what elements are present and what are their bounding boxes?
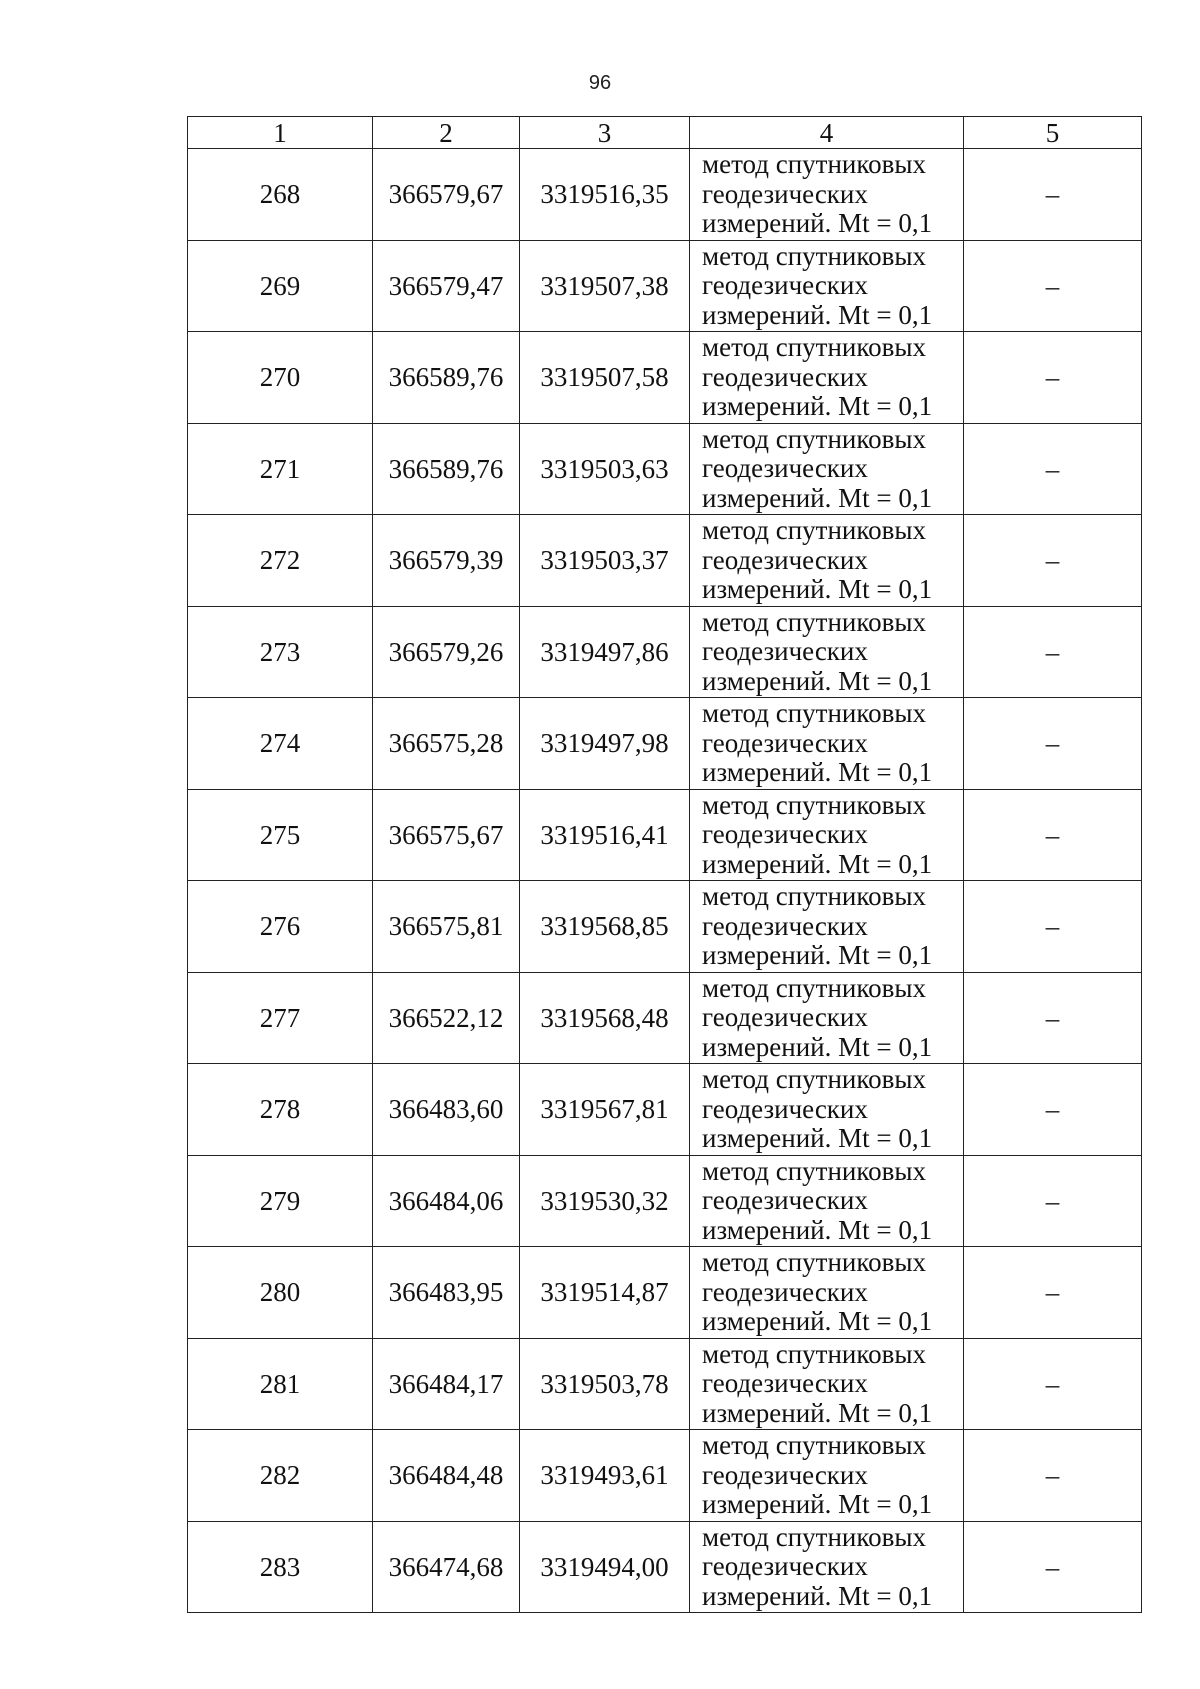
y-coordinate-cell: 3319503,37: [520, 515, 690, 607]
method-line: измерений. Mt = 0,1: [702, 299, 933, 330]
point-number-cell: 276: [188, 881, 373, 973]
method-cell: [690, 972, 964, 1064]
method-line: измерений. Mt = 0,1: [702, 665, 933, 696]
y-coordinate-cell: 3319568,85: [520, 881, 690, 973]
table-row: [188, 1521, 1142, 1613]
x-coordinate-cell: 366575,81: [373, 881, 520, 973]
x-coordinate-cell: 366579,39: [373, 515, 520, 607]
table-row: [188, 1247, 1142, 1339]
table-row: [188, 515, 1142, 607]
point-number-cell: 269: [188, 240, 373, 332]
column-5-cell: –: [964, 332, 1142, 424]
y-coordinate-cell: 3319514,87: [520, 1247, 690, 1339]
method-line: геодезических: [702, 361, 868, 392]
point-number-cell: 278: [188, 1064, 373, 1156]
column-5-cell: –: [964, 515, 1142, 607]
x-coordinate-cell: 366589,76: [373, 423, 520, 515]
x-coordinate-cell: 366483,60: [373, 1064, 520, 1156]
method-line: измерений. Mt = 0,1: [702, 848, 933, 879]
y-coordinate-cell: 3319507,38: [520, 240, 690, 332]
method-line: геодезических: [702, 178, 868, 209]
table-row: [188, 881, 1142, 973]
table-row: [188, 1064, 1142, 1156]
method-line: метод спутниковых: [702, 881, 926, 911]
y-coordinate-cell: 3319497,86: [520, 606, 690, 698]
method-line: измерений. Mt = 0,1: [702, 1489, 933, 1519]
method-cell: [690, 515, 964, 607]
method-line: геодезических: [702, 1368, 868, 1398]
column-5-cell: –: [964, 1430, 1142, 1522]
column-header: 5: [964, 117, 1142, 149]
table-body: [188, 149, 1142, 1613]
x-coordinate-cell: 366579,47: [373, 240, 520, 332]
coordinates-table: [187, 116, 1142, 1613]
y-coordinate-cell: 3319516,41: [520, 789, 690, 881]
method-cell: [690, 1338, 964, 1430]
column-5-cell: –: [964, 972, 1142, 1064]
point-number-cell: 277: [188, 972, 373, 1064]
column-header: 2: [373, 117, 520, 149]
table-row: [188, 789, 1142, 881]
method-cell: [690, 1521, 964, 1613]
method-line: метод спутниковых: [702, 423, 926, 454]
table-row: [188, 606, 1142, 698]
column-5-cell: –: [964, 1064, 1142, 1156]
method-cell: [690, 1430, 964, 1522]
table-row: [188, 423, 1142, 515]
method-line: измерений. Mt = 0,1: [702, 1031, 933, 1062]
method-line: геодезических: [702, 1276, 868, 1307]
method-line: метод спутниковых: [702, 1521, 926, 1552]
point-number-cell: 282: [188, 1430, 373, 1522]
point-number-cell: 280: [188, 1247, 373, 1339]
method-line: измерений. Mt = 0,1: [702, 574, 933, 604]
column-5-cell: –: [964, 1247, 1142, 1339]
method-line: метод спутниковых: [702, 515, 926, 545]
y-coordinate-cell: 3319516,35: [520, 149, 690, 241]
method-line: метод спутниковых: [702, 1338, 926, 1369]
method-line: геодезических: [702, 727, 868, 758]
header-row: [188, 117, 1142, 149]
method-cell: [690, 332, 964, 424]
method-line: метод спутниковых: [702, 1064, 926, 1094]
column-5-cell: –: [964, 1338, 1142, 1430]
table-header: [188, 117, 1142, 149]
y-coordinate-cell: 3319503,63: [520, 423, 690, 515]
column-5-cell: –: [964, 606, 1142, 698]
table-row: [188, 240, 1142, 332]
method-cell: [690, 240, 964, 332]
column-5-cell: –: [964, 1155, 1142, 1247]
page-number: 96: [588, 72, 612, 94]
method-line: геодезических: [702, 1459, 868, 1490]
table-row: [188, 1430, 1142, 1522]
method-line: измерений. Mt = 0,1: [702, 1397, 933, 1428]
column-5-cell: –: [964, 789, 1142, 881]
method-cell: [690, 881, 964, 973]
method-line: метод спутниковых: [702, 332, 926, 362]
method-line: метод спутниковых: [702, 606, 926, 637]
method-line: метод спутниковых: [702, 972, 926, 1003]
y-coordinate-cell: 3319497,98: [520, 698, 690, 790]
method-line: метод спутниковых: [702, 789, 926, 820]
table-row: [188, 698, 1142, 790]
y-coordinate-cell: 3319494,00: [520, 1521, 690, 1613]
point-number-cell: 281: [188, 1338, 373, 1430]
point-number-cell: 271: [188, 423, 373, 515]
y-coordinate-cell: 3319507,58: [520, 332, 690, 424]
method-cell: [690, 423, 964, 515]
method-line: геодезических: [702, 1551, 868, 1581]
y-coordinate-cell: 3319568,48: [520, 972, 690, 1064]
table-row: [188, 1338, 1142, 1430]
y-coordinate-cell: 3319503,78: [520, 1338, 690, 1430]
method-line: измерений. Mt = 0,1: [702, 482, 933, 513]
point-number-cell: 272: [188, 515, 373, 607]
method-line: измерений. Mt = 0,1: [702, 1580, 933, 1611]
method-line: метод спутниковых: [702, 1155, 926, 1186]
column-header: 3: [520, 117, 690, 149]
column-header: 1: [188, 117, 373, 149]
method-line: измерений. Mt = 0,1: [702, 1214, 933, 1245]
method-cell: [690, 149, 964, 241]
method-line: геодезических: [702, 1093, 868, 1124]
x-coordinate-cell: 366575,67: [373, 789, 520, 881]
method-cell: [690, 1155, 964, 1247]
method-line: геодезических: [702, 1185, 868, 1215]
table-row: [188, 332, 1142, 424]
x-coordinate-cell: 366575,28: [373, 698, 520, 790]
method-cell: [690, 606, 964, 698]
method-cell: [690, 789, 964, 881]
method-line: метод спутниковых: [702, 1247, 926, 1277]
column-5-cell: –: [964, 698, 1142, 790]
point-number-cell: 273: [188, 606, 373, 698]
method-line: метод спутниковых: [702, 240, 926, 271]
point-number-cell: 275: [188, 789, 373, 881]
column-5-cell: –: [964, 881, 1142, 973]
point-number-cell: 279: [188, 1155, 373, 1247]
method-line: метод спутниковых: [702, 149, 926, 179]
column-header: 4: [690, 117, 964, 149]
column-5-cell: –: [964, 240, 1142, 332]
table-row: [188, 972, 1142, 1064]
x-coordinate-cell: 366483,95: [373, 1247, 520, 1339]
point-number-cell: 270: [188, 332, 373, 424]
x-coordinate-cell: 366522,12: [373, 972, 520, 1064]
column-5-cell: –: [964, 423, 1142, 515]
point-number-cell: 274: [188, 698, 373, 790]
method-line: геодезических: [702, 636, 868, 666]
y-coordinate-cell: 3319530,32: [520, 1155, 690, 1247]
method-line: геодезических: [702, 1002, 868, 1032]
table-row: [188, 149, 1142, 241]
method-line: геодезических: [702, 819, 868, 849]
method-line: геодезических: [702, 453, 868, 483]
method-line: геодезических: [702, 910, 868, 941]
column-5-cell: –: [964, 1521, 1142, 1613]
method-line: геодезических: [702, 544, 868, 575]
point-number-cell: 268: [188, 149, 373, 241]
method-cell: [690, 698, 964, 790]
method-cell: [690, 1064, 964, 1156]
y-coordinate-cell: 3319567,81: [520, 1064, 690, 1156]
x-coordinate-cell: 366484,06: [373, 1155, 520, 1247]
method-line: измерений. Mt = 0,1: [702, 940, 933, 970]
x-coordinate-cell: 366484,17: [373, 1338, 520, 1430]
x-coordinate-cell: 366579,67: [373, 149, 520, 241]
x-coordinate-cell: 366579,26: [373, 606, 520, 698]
x-coordinate-cell: 366474,68: [373, 1521, 520, 1613]
method-line: измерений. Mt = 0,1: [702, 208, 933, 238]
x-coordinate-cell: 366589,76: [373, 332, 520, 424]
method-cell: [690, 1247, 964, 1339]
x-coordinate-cell: 366484,48: [373, 1430, 520, 1522]
method-line: измерений. Mt = 0,1: [702, 757, 933, 787]
point-number-cell: 283: [188, 1521, 373, 1613]
method-line: метод спутниковых: [702, 1430, 926, 1460]
table-row: [188, 1155, 1142, 1247]
method-line: измерений. Mt = 0,1: [702, 391, 933, 421]
y-coordinate-cell: 3319493,61: [520, 1430, 690, 1522]
method-line: метод спутниковых: [702, 698, 926, 728]
method-line: геодезических: [702, 270, 868, 300]
method-line: измерений. Mt = 0,1: [702, 1306, 933, 1336]
column-5-cell: –: [964, 149, 1142, 241]
method-line: измерений. Mt = 0,1: [702, 1123, 933, 1153]
